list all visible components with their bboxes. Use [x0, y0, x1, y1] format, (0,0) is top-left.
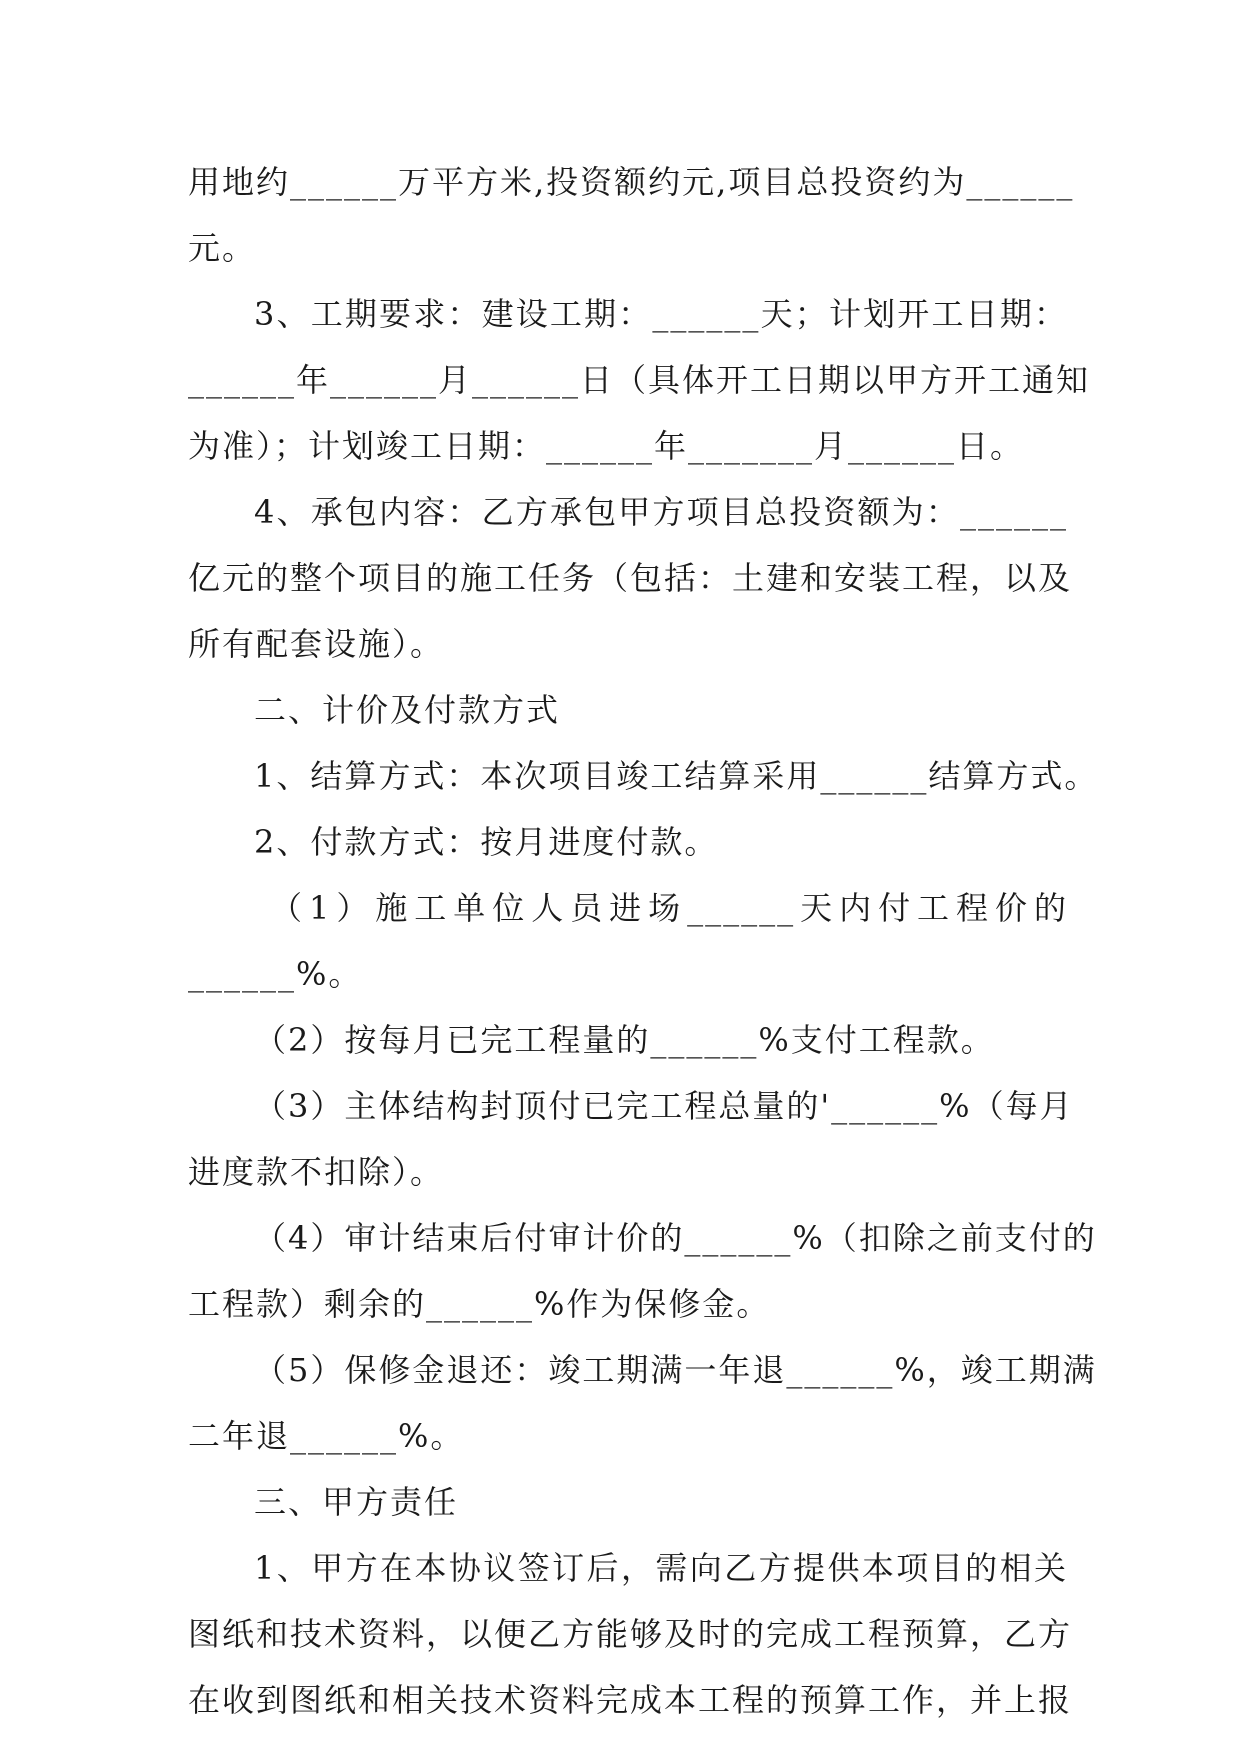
text-line: 为准）；计划竣工日期：______年_______月______日。: [188, 427, 1025, 465]
text-line: 在收到图纸和相关技术资料完成本工程的预算工作，并上报: [188, 1681, 1073, 1719]
text-line: （4）审计结束后付审计价的______%（扣除之前支付的: [254, 1219, 1097, 1257]
text-line: 3、工期要求：建设工期：______天；计划开工日期：: [254, 295, 1068, 333]
text-line: 用地约______万平方米,投资额约元,项目总投资约为______: [188, 163, 1075, 201]
text-line: ______%。: [188, 955, 363, 993]
text-line: 工程款）剩余的______%作为保修金。: [188, 1285, 771, 1323]
text-line: 进度款不扣除）。: [188, 1153, 445, 1191]
text-line: 图纸和技术资料，以便乙方能够及时的完成工程预算，乙方: [188, 1615, 1073, 1653]
text-line: 亿元的整个项目的施工任务（包括：土建和安装工程，以及: [188, 559, 1073, 597]
text-line: 元。: [188, 229, 257, 267]
text-line: 4、承包内容：乙方承包甲方项目总投资额为：______: [254, 493, 1068, 531]
text-line: 2、付款方式：按月进度付款。: [254, 823, 719, 861]
section-heading: 二、计价及付款方式: [254, 691, 561, 729]
text-line: 所有配套设施）。: [188, 625, 445, 663]
text-line: （1）施工单位人员进场______天内付工程价的: [270, 889, 1068, 927]
text-line: 二年退______%。: [188, 1417, 465, 1455]
text-line: ______年______月______日（具体开工日期以甲方开工通知: [188, 361, 1091, 399]
text-line: 1、甲方在本协议签订后，需向乙方提供本项目的相关: [254, 1549, 1068, 1587]
text-line: 1、结算方式：本次项目竣工结算采用______结算方式。: [254, 757, 1099, 795]
text-line: （2）按每月已完工程量的______%支付工程款。: [254, 1021, 995, 1059]
text-line: （5）保修金退还：竣工期满一年退______%，竣工期满: [254, 1351, 1097, 1389]
document-body: [188, 160, 1099, 1744]
text-line: （3）主体结构封顶付已完工程总量的'______%（每月: [254, 1087, 1074, 1125]
section-heading: 三、甲方责任: [254, 1483, 459, 1521]
